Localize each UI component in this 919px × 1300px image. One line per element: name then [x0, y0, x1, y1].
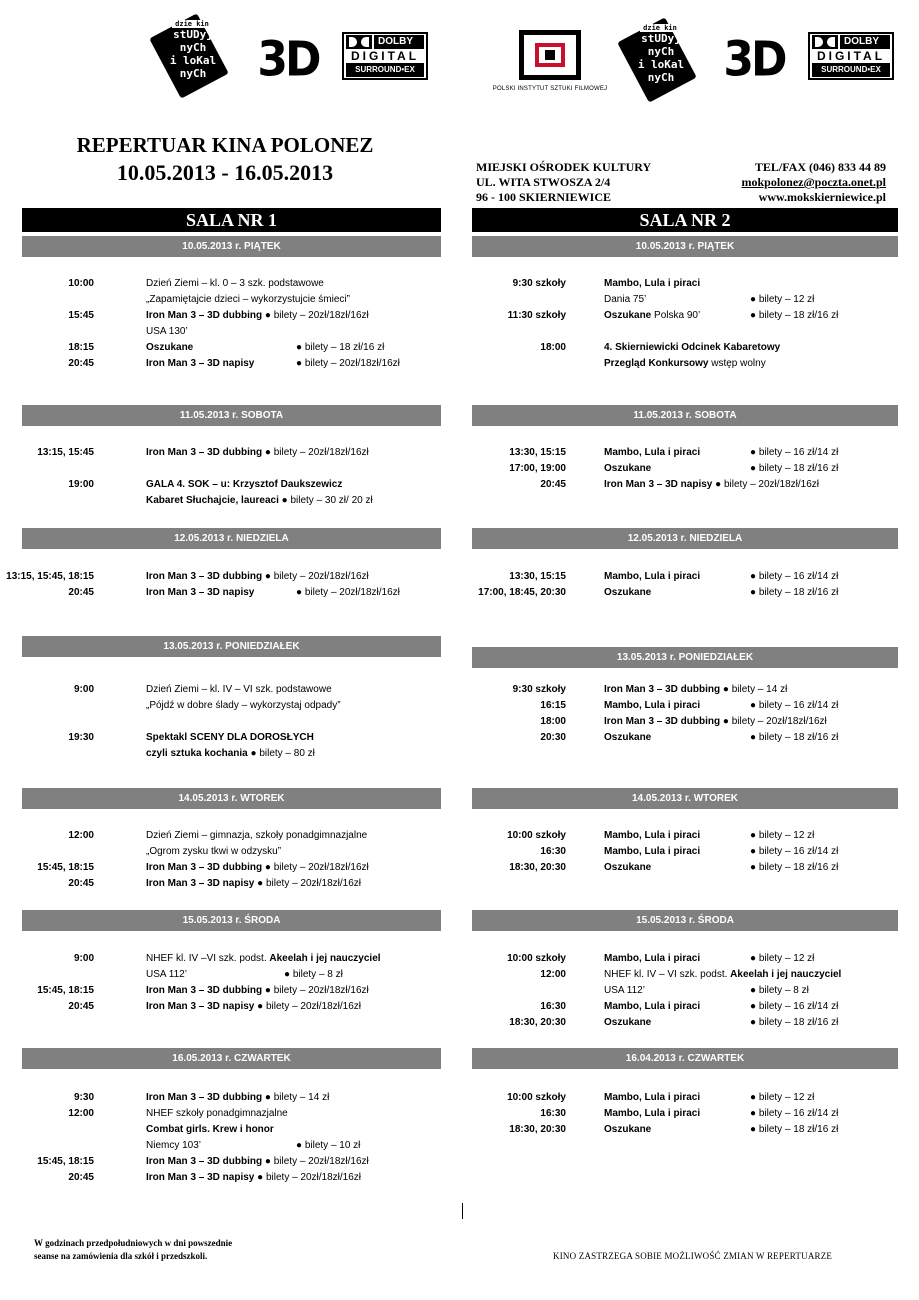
film-info: ● bilety – 20zł/18zł/16zł: [262, 447, 369, 458]
film-title: Oszukane: [604, 862, 652, 873]
film-info: „Pójdź w dobre ślady – wykorzystaj odpady”: [146, 700, 341, 711]
screening-time: 18:00: [540, 716, 566, 727]
website-link[interactable]: www.mokskierniewice.pl: [758, 190, 886, 204]
film-title: Iron Man 3 – 3D dubbing: [146, 1156, 263, 1167]
screening-row: [0, 356, 919, 372]
screening-details: [604, 477, 819, 493]
screening-details: [146, 1154, 369, 1170]
day-header: 14.05.2013 r. WTOREK: [22, 788, 441, 809]
screening-details: [604, 682, 787, 698]
screening-time: 16:15: [540, 700, 566, 711]
screening-details: [604, 860, 651, 876]
film-info: ● bilety – 20zł/18zł/16zł: [262, 571, 369, 582]
film-info: Niemcy 103’: [146, 1140, 202, 1151]
screening-time: 9:00: [73, 953, 94, 964]
screening-row: [0, 324, 919, 340]
screening-details: [146, 746, 315, 762]
screening-row: [0, 999, 919, 1015]
ticket-price: ● bilety – 18 zł/16 zł: [750, 862, 839, 873]
screening-time: 18:15: [68, 342, 94, 353]
day-header: 13.05.2013 r. PONIEDZIAŁEK: [472, 647, 898, 668]
dolby-logo-2: DOLBY DIGITAL SURROUND•EX: [808, 32, 894, 80]
screening-details: [604, 569, 700, 585]
film-info: Dania 75’: [604, 294, 647, 305]
film-title: 4. Skierniewicki Odcinek Kabaretowy: [604, 342, 781, 353]
film-info: USA 130’: [146, 326, 188, 337]
screening-row: [0, 308, 919, 324]
film-info: NHEF kl. IV – VI szk. podst.: [604, 969, 731, 980]
ticket-price: ● bilety – 18 zł/16 zł: [750, 587, 839, 598]
screening-time: 13:30, 15:15: [509, 571, 566, 582]
film-info: NHEF szkoły ponadgimnazjalne: [146, 1108, 288, 1119]
ticket-price: ● bilety – 16 zł/14 zł: [750, 1001, 839, 1012]
day-header: 10.05.2013 r. PIĄTEK: [22, 236, 441, 257]
screening-row: [0, 292, 919, 308]
screening-row: [0, 1015, 919, 1031]
screening-time: 12:00: [68, 830, 94, 841]
ticket-price: ● bilety – 16 zł/14 zł: [750, 571, 839, 582]
film-info: ● bilety – 20zł/18zł/16zł: [254, 878, 362, 889]
ticket-price: ● bilety – 10 zł: [296, 1140, 361, 1151]
page-title: REPERTUAR KINA POLONEZ 10.05.2013 - 16.05.2013: [76, 133, 374, 185]
3d-logo: 3D: [257, 31, 319, 88]
screening-time: 15:45, 18:15: [37, 862, 94, 873]
screening-row: [0, 340, 919, 356]
cinema-contact: [742, 160, 887, 205]
screening-row: [0, 585, 919, 601]
film-title: Spektakl SCENY DLA DOROSŁYCH: [146, 732, 314, 743]
film-title: Combat girls. Krew i honor: [146, 1124, 274, 1135]
screening-details: [146, 1138, 201, 1154]
screening-row: [0, 682, 919, 698]
screening-row: [0, 698, 919, 714]
pisf-logo: POLSKI INSTYTUT SZTUKI FILMOWEJ: [486, 30, 614, 100]
film-info: Dzień Ziemi – kl. 0 – 3 szk. podstawowe: [146, 278, 324, 289]
ticket-price: ● bilety – 12 zł: [750, 953, 815, 964]
screening-time: 15:45, 18:15: [37, 985, 94, 996]
film-info: ● bilety – 20zł/18zł/16zł: [262, 985, 369, 996]
screening-row: [0, 828, 919, 844]
film-title: Oszukane: [604, 1017, 652, 1028]
screening-row: [0, 1138, 919, 1154]
screening-time: 20:30: [540, 732, 566, 743]
screening-details: [604, 308, 700, 324]
screening-details: [604, 461, 651, 477]
screening-details: [604, 951, 700, 967]
screening-row: [0, 477, 919, 493]
screening-details: [604, 276, 700, 292]
film-title: Iron Man 3 – 3D dubbing: [146, 1092, 263, 1103]
screening-time: 16:30: [540, 846, 566, 857]
screening-row: [0, 967, 919, 983]
screening-time: 10:00 szkoły: [507, 1092, 566, 1103]
film-info: ● bilety – 20zł/18zł/16zł: [254, 1001, 362, 1012]
film-title: Iron Man 3 – 3D dubbing: [146, 862, 263, 873]
screening-row: [0, 461, 919, 477]
screening-time: 12:00: [68, 1108, 94, 1119]
film-info: Dzień Ziemi – gimnazja, szkoły ponadgimnazjalne: [146, 830, 368, 841]
screening-details: [604, 999, 700, 1015]
3d-logo-2: 3D: [723, 31, 785, 88]
screening-time: 9:00: [73, 684, 94, 695]
screening-row: [0, 445, 919, 461]
screening-time: 9:30 szkoły: [512, 684, 566, 695]
screening-time: 13:15, 15:45, 18:15: [6, 571, 94, 582]
film-title: Iron Man 3 – 3D napisy: [146, 358, 255, 369]
film-title: Mambo, Lula i piraci: [604, 278, 701, 289]
dolby-logo: DOLBY DIGITAL SURROUND•EX: [342, 32, 428, 80]
email-link[interactable]: mokpolonez@poczta.onet.pl: [741, 175, 886, 189]
film-title: Mambo, Lula i piraci: [604, 830, 701, 841]
screening-time: 10:00: [68, 278, 94, 289]
film-info: wstęp wolny: [708, 358, 766, 369]
film-info: „Zapamiętajcie dzieci – wykorzystujcie śmieci”: [146, 294, 350, 305]
film-info: „Ogrom zysku tkwi w odzysku”: [146, 846, 282, 857]
film-info: ● bilety – 20zł/18zł/16zł: [712, 479, 820, 490]
film-info: Polska 90’: [651, 310, 701, 321]
screening-row: [0, 276, 919, 292]
divider: [462, 1203, 463, 1219]
film-title: Mambo, Lula i piraci: [604, 1001, 701, 1012]
film-info: ● bilety – 20zł/18zł/16zł: [262, 862, 369, 873]
ticket-price: ● bilety – 18 zł/16 zł: [750, 1124, 839, 1135]
film-title: Mambo, Lula i piraci: [604, 700, 701, 711]
ticket-price: ● bilety – 8 zł: [284, 969, 343, 980]
screening-details: [604, 1122, 651, 1138]
cinema-address: MIEJSKI OŚRODEK KULTURY UL. WITA STWOSZA 2/4 96 - 100 SKIERNIEWICE: [476, 160, 652, 204]
film-info: ● bilety – 20zł/18zł/16zł: [262, 310, 369, 321]
film-title: Oszukane: [146, 342, 194, 353]
ticket-price: ● bilety – 12 zł: [750, 830, 815, 841]
film-title: Akeelah i jej nauczyciel: [730, 969, 842, 980]
screening-row: [0, 730, 919, 746]
screening-row: [0, 876, 919, 892]
screening-time: 10:00 szkoły: [507, 953, 566, 964]
film-title: Iron Man 3 – 3D napisy: [146, 587, 255, 598]
film-info: USA 112’: [604, 985, 645, 996]
screening-time: 18:30, 20:30: [509, 1124, 566, 1135]
day-header: 16.05.2013 r. CZWARTEK: [22, 1048, 441, 1069]
screening-time: 20:45: [68, 878, 94, 889]
screening-time: 13:15, 15:45: [37, 447, 94, 458]
film-title: Iron Man 3 – 3D napisy: [146, 878, 255, 889]
screening-details: [604, 356, 766, 372]
screening-details: [146, 876, 361, 892]
film-info: Dzień Ziemi – kl. IV – VI szk. podstawowe: [146, 684, 332, 695]
screening-time: 18:00: [540, 342, 566, 353]
film-title: Przegląd Konkursowy: [604, 358, 709, 369]
film-info: ● bilety – 30 zł/ 20 zł: [278, 495, 373, 506]
studio-cinema-logo: [150, 16, 228, 96]
film-title: Oszukane: [604, 310, 652, 321]
film-title: Mambo, Lula i piraci: [604, 1108, 701, 1119]
film-info: NHEF kl. IV –VI szk. podst.: [146, 953, 270, 964]
ticket-price: ● bilety – 20zł/18zł/16zł: [296, 587, 400, 598]
film-info: USA 112’: [146, 969, 187, 980]
film-title: Akeelah i jej nauczyciel: [269, 953, 381, 964]
screening-time: 20:45: [540, 479, 566, 490]
screening-row: [0, 1106, 919, 1122]
hall-1-title: SALA NR 1: [22, 208, 441, 232]
screening-row: [0, 983, 919, 999]
film-info: ● bilety – 80 zł: [247, 748, 315, 759]
screening-time: 15:45, 18:15: [37, 1156, 94, 1167]
screening-time: 12:00: [540, 969, 566, 980]
film-info: ● bilety – 14 zł: [720, 684, 788, 695]
screening-details: [604, 1090, 700, 1106]
film-title: Oszukane: [604, 587, 652, 598]
screening-details: [604, 714, 827, 730]
film-title: GALA 4. SOK – u: Krzysztof Daukszewicz: [146, 479, 343, 490]
footer-note: W godzinach przedpołudniowych w dni powszednie seanse na zamówienia dla szkół i przedszkoli.: [34, 1238, 233, 1261]
ticket-price: ● bilety – 12 zł: [750, 1092, 815, 1103]
screening-time: 20:45: [68, 587, 94, 598]
screening-details: [604, 967, 841, 983]
film-title: Iron Man 3 – 3D dubbing: [146, 310, 263, 321]
film-title: Oszukane: [604, 1124, 652, 1135]
ticket-price: ● bilety – 8 zł: [750, 985, 809, 996]
day-header: 11.05.2013 r. SOBOTA: [22, 405, 441, 426]
screening-row: [0, 746, 919, 762]
screening-time: 10:00 szkoły: [507, 830, 566, 841]
ticket-price: ● bilety – 16 zł/14 zł: [750, 447, 839, 458]
film-info: ● bilety – 20zł/18zł/16zł: [254, 1172, 362, 1183]
film-info: ● bilety – 14 zł: [262, 1092, 330, 1103]
ticket-price: ● bilety – 16 zł/14 zł: [750, 700, 839, 711]
screening-row: [0, 569, 919, 585]
film-title: Iron Man 3 – 3D dubbing: [146, 571, 263, 582]
screening-details: [604, 844, 700, 860]
screening-time: 9:30 szkoły: [512, 278, 566, 289]
screening-time: 20:45: [68, 1172, 94, 1183]
screening-details: [604, 1106, 700, 1122]
ticket-price: ● bilety – 18 zł/16 zł: [750, 463, 839, 474]
film-title: Iron Man 3 – 3D dubbing: [146, 985, 263, 996]
screening-row: [0, 844, 919, 860]
film-title: Iron Man 3 – 3D napisy: [146, 1172, 255, 1183]
day-header: 15.05.2013 r. ŚRODA: [472, 910, 898, 931]
film-title: Iron Man 3 – 3D dubbing: [146, 447, 263, 458]
film-title: czyli sztuka kochania: [146, 748, 248, 759]
day-header: 12.05.2013 r. NIEDZIELA: [472, 528, 898, 549]
ticket-price: ● bilety – 12 zł: [750, 294, 815, 305]
screening-row: [0, 1122, 919, 1138]
screening-details: [604, 585, 651, 601]
screening-time: 17:00, 19:00: [509, 463, 566, 474]
screening-details: [604, 698, 700, 714]
screening-row: [0, 493, 919, 509]
film-title: Iron Man 3 – 3D napisy: [146, 1001, 255, 1012]
screening-row: [0, 860, 919, 876]
screening-details: [604, 828, 700, 844]
screening-details: [604, 292, 646, 308]
screening-time: 15:45: [68, 310, 94, 321]
screening-time: 17:00, 18:45, 20:30: [478, 587, 566, 598]
studio-cinema-logo-2: dzie kin stUDyj nyCh i loKal nyCh: [618, 20, 696, 100]
film-title: Mambo, Lula i piraci: [604, 846, 701, 857]
day-header: 12.05.2013 r. NIEDZIELA: [22, 528, 441, 549]
screening-time: 16:30: [540, 1108, 566, 1119]
screening-details: [604, 340, 780, 356]
ticket-price: ● bilety – 18 zł/16 zł: [750, 1017, 839, 1028]
screening-row: [0, 1154, 919, 1170]
hall-2-title: SALA NR 2: [472, 208, 898, 232]
studio-cinema-logo-text: dzie kin stUDyj nyCh i loKal nyCh: [169, 20, 217, 80]
screening-details: [604, 730, 651, 746]
film-title: Iron Man 3 – 3D dubbing: [604, 716, 721, 727]
footer-disclaimer: KINO ZASTRZEGA SOBIE MOŻLIWOŚĆ ZMIAN W REPERTUARZE: [553, 1251, 833, 1261]
screening-time: 13:30, 15:15: [509, 447, 566, 458]
film-title: Mambo, Lula i piraci: [604, 447, 701, 458]
ticket-price: ● bilety – 16 zł/14 zł: [750, 1108, 839, 1119]
day-header: 10.05.2013 r. PIĄTEK: [472, 236, 898, 257]
screening-time: 16:30: [540, 1001, 566, 1012]
screening-time: 19:00: [68, 479, 94, 490]
film-info: ● bilety – 20zł/18zł/16zł: [262, 1156, 369, 1167]
screening-details: [604, 983, 645, 999]
film-title: Mambo, Lula i piraci: [604, 571, 701, 582]
screening-row: [0, 1170, 919, 1186]
day-header: 15.05.2013 r. ŚRODA: [22, 910, 441, 931]
day-header: 16.04.2013 r. CZWARTEK: [472, 1048, 898, 1069]
screening-details: [146, 324, 188, 340]
ticket-price: ● bilety – 20zł/18zł/16zł: [296, 358, 400, 369]
film-title: Oszukane: [604, 463, 652, 474]
screening-details: [146, 493, 373, 509]
film-info: ● bilety – 20zł/18zł/16zł: [720, 716, 827, 727]
screening-time: 20:45: [68, 1001, 94, 1012]
screening-details: [604, 1015, 651, 1031]
ticket-price: ● bilety – 16 zł/14 zł: [750, 846, 839, 857]
film-title: Mambo, Lula i piraci: [604, 953, 701, 964]
film-title: Iron Man 3 – 3D napisy: [604, 479, 713, 490]
day-header: 13.05.2013 r. PONIEDZIAŁEK: [22, 636, 441, 657]
screening-details: [604, 445, 700, 461]
film-title: Oszukane: [604, 732, 652, 743]
phone-number: TEL/FAX (046) 833 44 89: [754, 160, 886, 174]
ticket-price: ● bilety – 18 zł/16 zł: [296, 342, 385, 353]
film-title: Iron Man 3 – 3D dubbing: [604, 684, 721, 695]
day-header: 14.05.2013 r. WTOREK: [472, 788, 898, 809]
screening-time: 18:30, 20:30: [509, 862, 566, 873]
screening-time: 18:30, 20:30: [509, 1017, 566, 1028]
ticket-price: ● bilety – 18 zł/16 zł: [750, 310, 839, 321]
day-header: 11.05.2013 r. SOBOTA: [472, 405, 898, 426]
screening-time: 9:30: [73, 1092, 94, 1103]
film-title: Kabaret Słuchajcie, laureaci: [146, 495, 279, 506]
film-title: Mambo, Lula i piraci: [604, 1092, 701, 1103]
screening-time: 19:30: [68, 732, 94, 743]
ticket-price: ● bilety – 18 zł/16 zł: [750, 732, 839, 743]
screening-details: [146, 1170, 361, 1186]
screening-row: [0, 951, 919, 967]
screening-row: [0, 1090, 919, 1106]
screening-row: [0, 714, 919, 730]
screening-time: 20:45: [68, 358, 94, 369]
screening-time: 11:30 szkoły: [507, 310, 566, 321]
